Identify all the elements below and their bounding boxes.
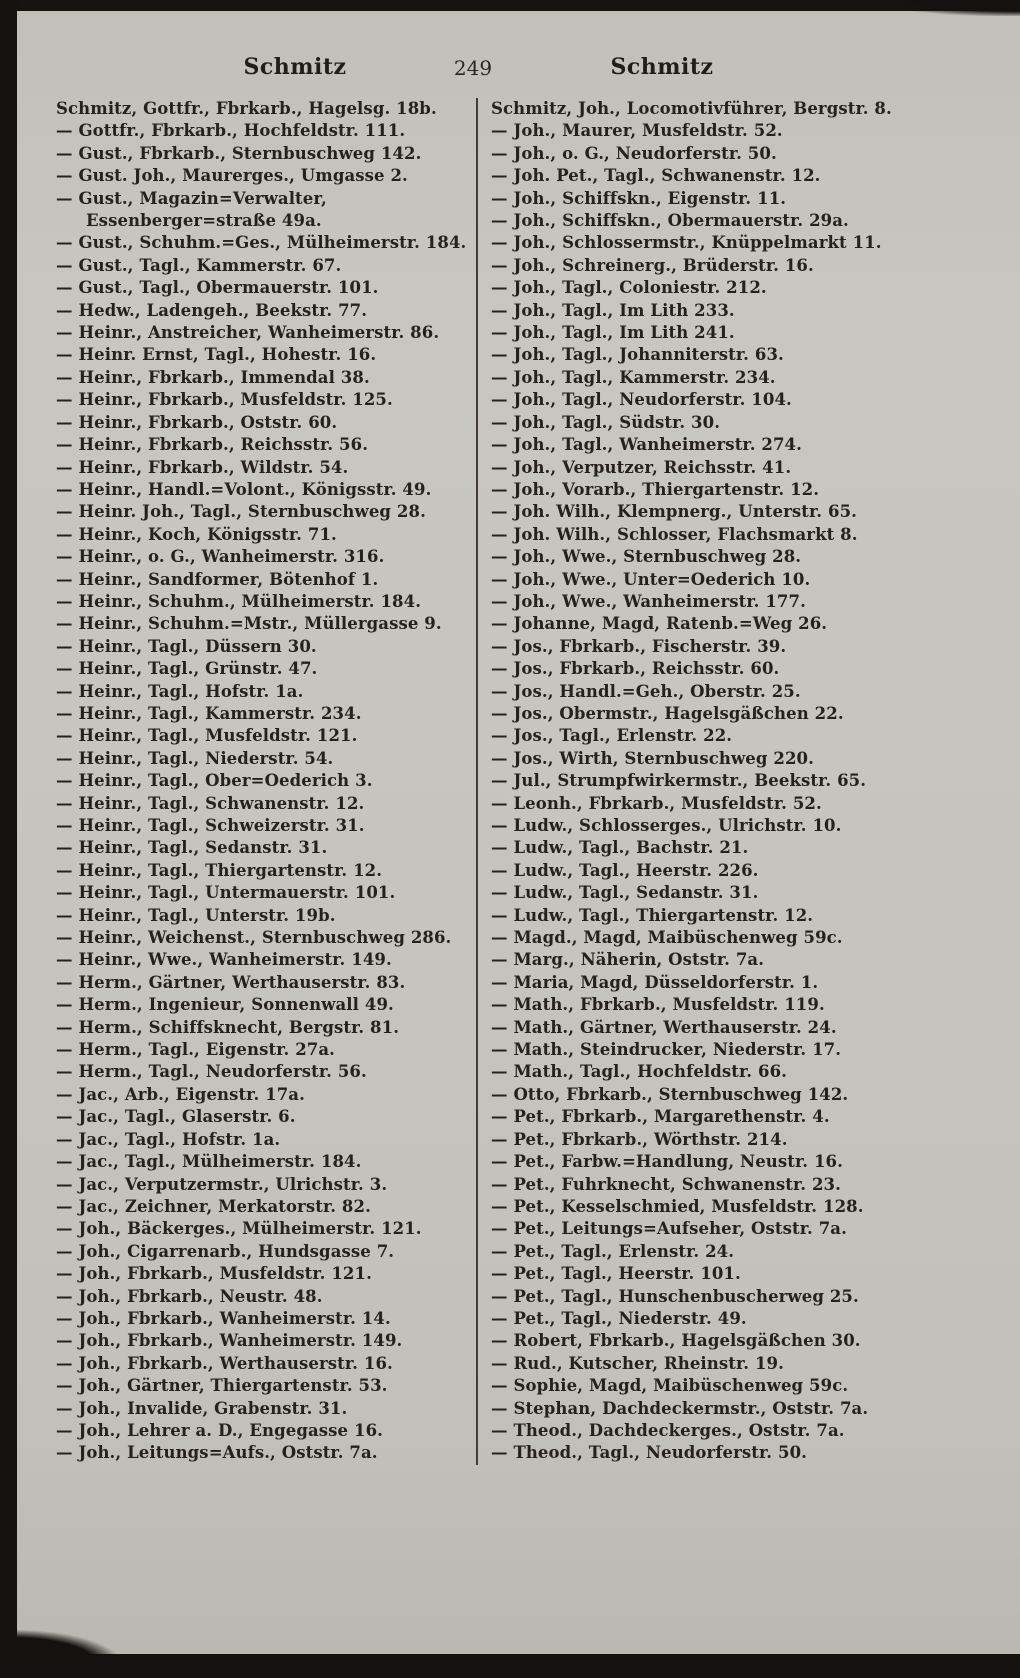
directory-entry: — Heinr., Weichenst., Sternbuschweg 286.: [56, 928, 452, 948]
scan-edge-top: [0, 0, 1020, 11]
directory-entry: — Heinr., Fbrkarb., Oststr. 60.: [56, 412, 338, 432]
directory-entry: — Joh., o. G., Neudorferstr. 50.: [491, 143, 777, 163]
directory-entry: — Pet., Farbw.=Handlung, Neustr. 16.: [491, 1152, 843, 1172]
directory-entry: — Heinr., Tagl., Ober=Oederich 3.: [56, 771, 373, 791]
directory-entry: — Joh., Tagl., Südstr. 30.: [491, 412, 721, 432]
directory-entry: — Pet., Leitungs=Aufseher, Oststr. 7a.: [491, 1219, 847, 1239]
running-head-right: Schmitz: [610, 54, 714, 80]
directory-entry: — Jos., Obermstr., Hagelsgäßchen 22.: [491, 703, 844, 723]
directory-entry: — Stephan, Dachdeckermstr., Oststr. 7a.: [491, 1398, 869, 1418]
directory-entry: — Math., Steindrucker, Niederstr. 17.: [491, 1040, 842, 1060]
directory-entry: — Heinr., Wwe., Wanheimerstr. 149.: [56, 950, 392, 970]
directory-entry: — Heinr., Tagl., Schweizerstr. 31.: [56, 816, 365, 835]
directory-entry: — Joh., Wwe., Wanheimerstr. 177.: [491, 591, 806, 611]
directory-entry: — Joh., Schlossermstr., Knüppelmarkt 11.: [491, 233, 882, 253]
directory-entry: — Joh., Leitungs=Aufs., Oststr. 7a.: [56, 1443, 378, 1463]
directory-entry: — Math., Fbrkarb., Musfeldstr. 119.: [491, 995, 825, 1015]
directory-entry: — Jos., Tagl., Erlenstr. 22.: [491, 726, 733, 746]
running-head-left: Schmitz: [243, 54, 347, 80]
directory-entry: — Marg., Näherin, Oststr. 7a.: [491, 950, 765, 970]
page-number: 249: [453, 56, 493, 80]
directory-entry: — Joh., Wwe., Unter=Oederich 10.: [491, 569, 811, 589]
directory-entry: — Joh., Fbrkarb., Neustr. 48.: [56, 1286, 323, 1306]
directory-entry: — Joh., Tagl., Coloniestr. 212.: [491, 278, 767, 298]
directory-entry: — Magd., Magd, Maibüschenweg 59c.: [491, 928, 843, 948]
directory-entry: — Pet., Fuhrknecht, Schwanenstr. 23.: [491, 1174, 841, 1194]
directory-entry: — Joh., Fbrkarb., Wanheimerstr. 149.: [56, 1331, 403, 1351]
directory-entry: — Pet., Tagl., Erlenstr. 24.: [491, 1241, 735, 1261]
directory-entry: Schmitz, Joh., Locomotivführer, Bergstr. 8.: [491, 99, 892, 118]
directory-entry: — Heinr., Tagl., Kammerstr. 234.: [56, 703, 362, 723]
directory-entry: — Heinr., Schuhm., Mülheimerstr. 184.: [56, 591, 422, 611]
directory-entry: — Joh., Tagl., Im Lith 241.: [491, 323, 735, 343]
directory-entry: — Joh., Wwe., Sternbuschweg 28.: [491, 547, 802, 567]
directory-entry: — Joh., Schreinerg., Brüderstr. 16.: [491, 255, 814, 275]
directory-entry: — Pet., Kesselschmied, Musfeldstr. 128.: [491, 1196, 864, 1216]
directory-entry: — Heinr., Fbrkarb., Musfeldstr. 125.: [56, 390, 393, 410]
directory-entry: — Otto, Fbrkarb., Sternbuschweg 142.: [491, 1084, 849, 1104]
directory-entry: — Pet., Fbrkarb., Wörthstr. 214.: [491, 1129, 788, 1149]
left-column: [56, 98, 476, 1465]
directory-entry: — Maria, Magd, Düsseldorferstr. 1.: [491, 972, 819, 992]
directory-entry: — Joh., Verputzer, Reichsstr. 41.: [491, 457, 792, 477]
directory-entry: — Jac., Tagl., Glaserstr. 6.: [56, 1107, 296, 1127]
directory-entry: — Pet., Tagl., Heerstr. 101.: [491, 1264, 741, 1284]
directory-entry: — Joh., Maurer, Musfeldstr. 52.: [491, 121, 783, 141]
directory-entry: — Heinr. Ernst, Tagl., Hohestr. 16.: [56, 345, 377, 365]
directory-entry: — Gust., Tagl., Obermauerstr. 101.: [56, 278, 379, 298]
directory-entry: — Ludw., Tagl., Heerstr. 226.: [491, 860, 759, 880]
directory-entry: — Gust., Tagl., Kammerstr. 67.: [56, 255, 342, 275]
directory-entry: — Joh., Lehrer a. D., Engegasse 16.: [56, 1420, 384, 1440]
directory-entry: — Math., Gärtner, Werthauserstr. 24.: [491, 1017, 837, 1037]
directory-entry: — Herm., Ingenieur, Sonnenwall 49.: [56, 995, 394, 1015]
directory-entry: — Pet., Tagl., Niederstr. 49.: [491, 1308, 747, 1328]
directory-entry: — Joh., Schiffskn., Obermauerstr. 29a.: [491, 211, 849, 231]
directory-entry: — Heinr., Koch, Königsstr. 71.: [56, 524, 337, 544]
directory-entry: — Herm., Tagl., Eigenstr. 27a.: [56, 1040, 335, 1060]
directory-entry: — Heinr., Fbrkarb., Wildstr. 54.: [56, 457, 349, 477]
directory-entry: — Joh., Tagl., Neudorferstr. 104.: [491, 390, 792, 410]
directory-entry: — Joh., Tagl., Kammerstr. 234.: [491, 367, 776, 387]
directory-entry: — Joh., Fbrkarb., Wanheimerstr. 14.: [56, 1308, 391, 1328]
directory-entry: — Heinr. Joh., Tagl., Sternbuschweg 28.: [56, 502, 426, 522]
directory-entry: — Ludw., Tagl., Bachstr. 21.: [491, 838, 749, 858]
directory-entry: — Herm., Schiffsknecht, Bergstr. 81.: [56, 1017, 400, 1037]
scan-edge-top-right: [880, 0, 1020, 16]
directory-entry: — Joh., Vorarb., Thiergartenstr. 12.: [491, 479, 820, 499]
directory-entry: — Heinr., o. G., Wanheimerstr. 316.: [56, 547, 385, 567]
directory-entry: — Heinr., Handl.=Volont., Königsstr. 49.: [56, 479, 432, 499]
scan-edge-corner: [0, 1630, 120, 1664]
directory-entry: — Jac., Verputzermstr., Ulrichstr. 3.: [56, 1174, 388, 1194]
directory-entry: — Heinr., Sandformer, Bötenhof 1.: [56, 569, 379, 589]
directory-entry: — Jac., Zeichner, Merkatorstr. 82.: [56, 1196, 371, 1216]
directory-entry: — Joh., Fbrkarb., Musfeldstr. 121.: [56, 1264, 372, 1284]
directory-entry: — Joh., Tagl., Wanheimerstr. 274.: [491, 435, 802, 455]
directory-entry: — Theod., Dachdeckerges., Oststr. 7a.: [491, 1420, 845, 1440]
page-header: [0, 54, 1020, 86]
directory-entry: — Pet., Fbrkarb., Margarethenstr. 4.: [491, 1107, 830, 1127]
directory-entry: — Joh. Wilh., Schlosser, Flachsmarkt 8.: [491, 524, 858, 544]
directory-entry: — Heinr., Tagl., Hofstr. 1a.: [56, 681, 304, 701]
directory-entry: — Jos., Wirth, Sternbuschweg 220.: [491, 748, 814, 768]
directory-entry: — Heinr., Fbrkarb., Reichsstr. 56.: [56, 435, 369, 455]
scan-edge-bottom: [0, 1654, 1020, 1678]
directory-entry: — Heinr., Tagl., Grünstr. 47.: [56, 659, 318, 679]
directory-entry: — Joh. Wilh., Klempnerg., Unterstr. 65.: [491, 502, 857, 522]
directory-entry: — Herm., Gärtner, Werthauserstr. 83.: [56, 972, 406, 992]
directory-entry: — Joh., Schiffskn., Eigenstr. 11.: [491, 188, 787, 208]
directory-entry: — Heinr., Tagl., Unterstr. 19b.: [56, 905, 336, 925]
directory-entry: — Jos., Fbrkarb., Fischerstr. 39.: [491, 636, 787, 656]
directory-entry: — Hedw., Ladengeh., Beekstr. 77.: [56, 300, 368, 320]
directory-entry: — Leonh., Fbrkarb., Musfeldstr. 52.: [491, 793, 822, 813]
directory-entry: — Johanne, Magd, Ratenb.=Weg 26.: [491, 614, 828, 634]
directory-entry: Schmitz, Gottfr., Fbrkarb., Hagelsg. 18b.: [56, 99, 437, 118]
directory-entry: — Joh., Bäckerges., Mülheimerstr. 121.: [56, 1219, 422, 1239]
directory-entry: — Joh., Cigarrenarb., Hundsgasse 7.: [56, 1241, 395, 1261]
directory-entry: — Gust., Schuhm.=Ges., Mülheimerstr. 184.: [56, 233, 467, 253]
directory-entry: — Heinr., Fbrkarb., Immendal 38.: [56, 367, 370, 387]
directory-entry: — Theod., Tagl., Neudorferstr. 50.: [491, 1443, 808, 1463]
right-column: [476, 98, 968, 1465]
directory-columns: [56, 98, 968, 1465]
directory-entry: — Jos., Handl.=Geh., Oberstr. 25.: [491, 681, 801, 701]
directory-entry: — Joh., Tagl., Im Lith 233.: [491, 300, 735, 320]
directory-entry: — Pet., Tagl., Hunschenbuscherweg 25.: [491, 1286, 859, 1306]
directory-entry: — Gust., Magazin=Verwalter, Essenberger=straße 49a.: [56, 188, 327, 231]
directory-entry: — Gust., Fbrkarb., Sternbuschweg 142.: [56, 143, 422, 163]
directory-entry: — Heinr., Tagl., Thiergartenstr. 12.: [56, 860, 383, 880]
directory-entry: — Heinr., Tagl., Niederstr. 54.: [56, 748, 334, 768]
directory-entry: — Heinr., Tagl., Untermauerstr. 101.: [56, 883, 396, 903]
directory-entry: — Rud., Kutscher, Rheinstr. 19.: [491, 1353, 784, 1373]
directory-entry: — Jos., Fbrkarb., Reichsstr. 60.: [491, 659, 780, 679]
directory-entry: — Ludw., Schlosserges., Ulrichstr. 10.: [491, 816, 842, 835]
directory-entry: — Jac., Arb., Eigenstr. 17a.: [56, 1084, 305, 1104]
directory-entry: — Gottfr., Fbrkarb., Hochfeldstr. 111.: [56, 121, 406, 141]
directory-entry: — Sophie, Magd, Maibüschenweg 59c.: [491, 1376, 849, 1396]
directory-entry: — Joh., Tagl., Johanniterstr. 63.: [491, 345, 784, 365]
directory-entry: — Joh., Invalide, Grabenstr. 31.: [56, 1398, 348, 1418]
directory-entry: — Heinr., Tagl., Schwanenstr. 12.: [56, 793, 365, 813]
directory-entry: — Joh., Gärtner, Thiergartenstr. 53.: [56, 1376, 388, 1396]
directory-entry: — Herm., Tagl., Neudorferstr. 56.: [56, 1062, 367, 1082]
directory-entry: — Heinr., Anstreicher, Wanheimerstr. 86.: [56, 323, 440, 343]
directory-entry: — Ludw., Tagl., Sedanstr. 31.: [491, 883, 759, 903]
directory-entry: — Gust. Joh., Maurerges., Umgasse 2.: [56, 166, 408, 186]
directory-entry: — Jac., Tagl., Hofstr. 1a.: [56, 1129, 281, 1149]
directory-entry: — Joh., Fbrkarb., Werthauserstr. 16.: [56, 1353, 393, 1373]
directory-entry: — Robert, Fbrkarb., Hagelsgäßchen 30.: [491, 1331, 861, 1351]
directory-entry: — Ludw., Tagl., Thiergartenstr. 12.: [491, 905, 814, 925]
directory-entry: — Heinr., Tagl., Sedanstr. 31.: [56, 838, 328, 858]
directory-entry: — Jac., Tagl., Mülheimerstr. 184.: [56, 1152, 362, 1172]
directory-entry: — Heinr., Schuhm.=Mstr., Müllergasse 9.: [56, 614, 442, 634]
directory-entry: — Heinr., Tagl., Musfeldstr. 121.: [56, 726, 358, 746]
scan-edge-left: [0, 0, 17, 1678]
directory-entry: — Joh. Pet., Tagl., Schwanenstr. 12.: [491, 166, 821, 186]
directory-entry: — Math., Tagl., Hochfeldstr. 66.: [491, 1062, 788, 1082]
directory-entry: — Jul., Strumpfwirkermstr., Beekstr. 65.: [491, 771, 867, 791]
directory-entry: — Heinr., Tagl., Düssern 30.: [56, 636, 317, 656]
